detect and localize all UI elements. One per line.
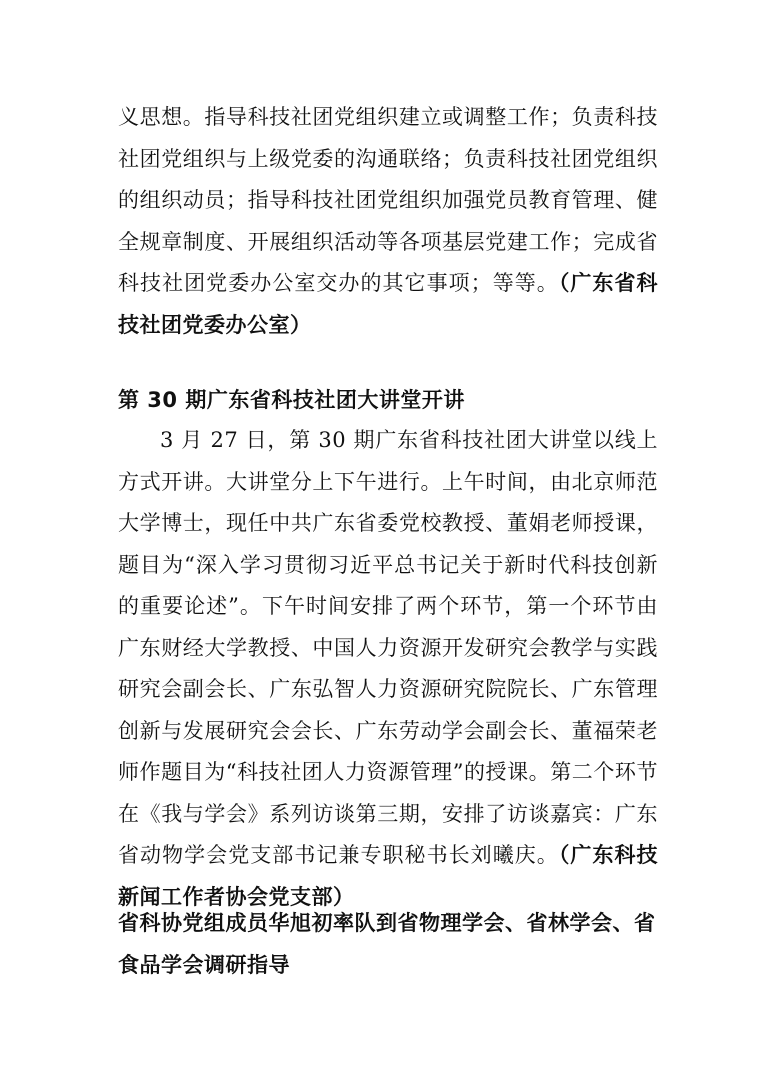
source-attribution: （广东省科技社团党委办公室）: [118, 271, 659, 337]
paragraph-text: 3 月 27 日，第 30 期广东省科技社团大讲堂以线上方式开讲。大讲堂分上下午进行。上午时间，由北京师范大学博士，现任中共广东省委党校教授、董娟老师授课，题目为“深入学习贯彻习近平总书记关于新时代科技创新的重要论述”。下午时间安排了两个环节，第一个环节由广东财经大学教授、中国人力资源开发研究会教学与实践研究会副会长、广东弘智人力资源研究院院长、广东管理创新与发展研究会会长、广东劳动学会副会长、董福荣老师作题目为“科技社团人力资源管理”的授课。第二个环节在《我与学会》系列访谈第三期，安排了访谈嘉宾：广东省动物学会党支部书记兼专职秘书长刘曦庆。: [118, 428, 658, 867]
source-attribution: （广东科技新闻工作者协会党支部）: [118, 843, 659, 909]
paragraph-party-work-duties: [118, 97, 658, 346]
paragraph-text: 义思想。指导科技社团党组织建立或调整工作；负责科技社团党组织与上级党委的沟通联络；负责科技社团党组织的组织动员；指导科技社团党组织加强党员教育管理、健全规章制度、开展组织活动等各项基层党建工作；完成省科技社团党委办公室交办的其它事项；等等。: [118, 105, 658, 295]
section-heading-research-visit: 省科协党组成员华旭初率队到省物理学会、省林学会、省食品学会调研指导: [118, 911, 656, 977]
section-heading-lecture: 第 30 期广东省科技社团大讲堂开讲: [118, 388, 465, 412]
paragraph-lecture-report: [118, 420, 658, 918]
